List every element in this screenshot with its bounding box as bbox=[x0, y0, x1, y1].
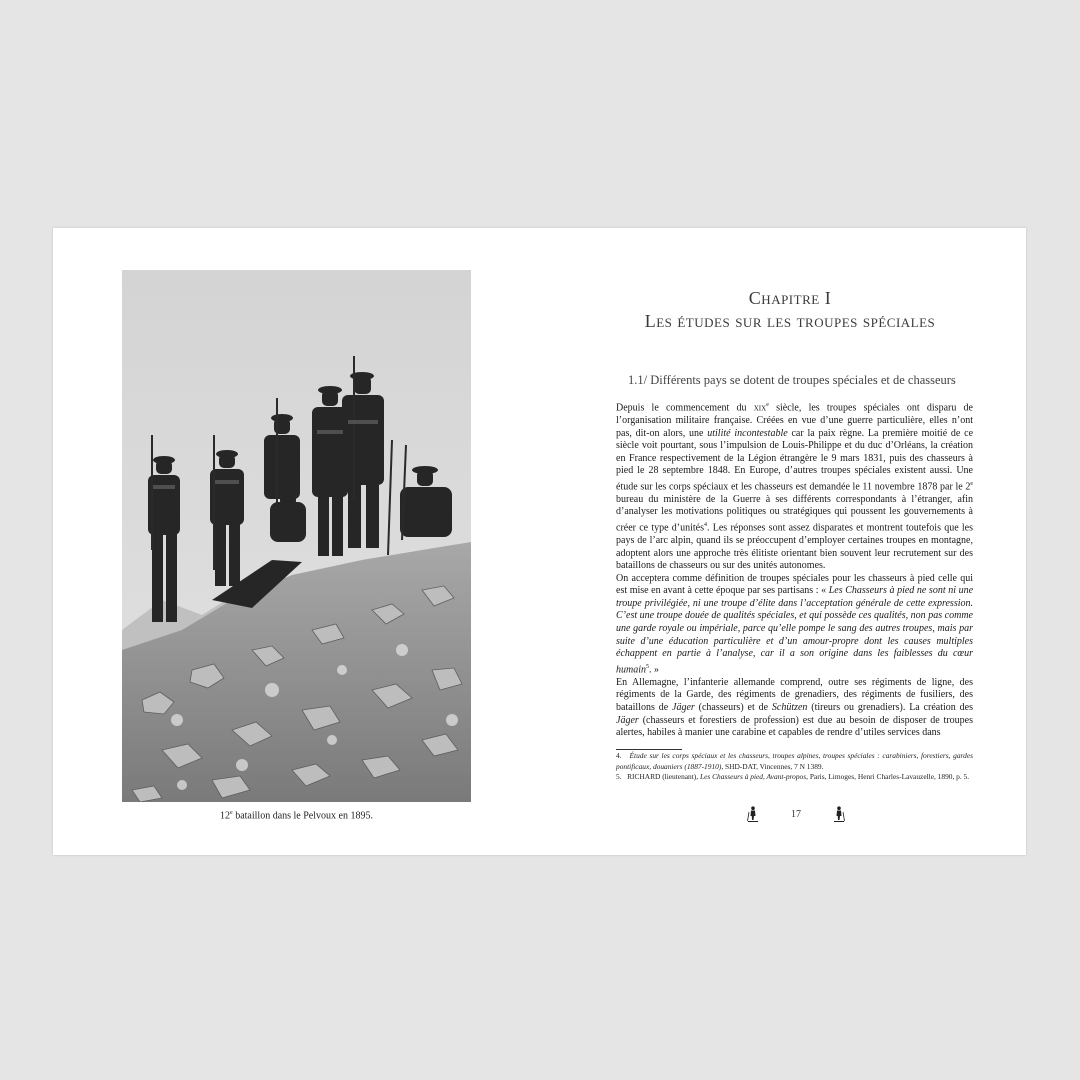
footnote-4: 4. Étude sur les corps spéciaux et les chasseurs, troupes alpines, troupes spéciales : carabiniers, forestiers, gardes pontificaux, douaniers (1887-1910), SHD-DAT, Vincennes, 7 N 1389. bbox=[616, 751, 973, 771]
paragraph: En Allemagne, l’infanterie allemande comprend, outre ses régiments de ligne, des régiments de la Garde, des régiments de grenadiers, des régiments de fusiliers, des bataillons de Jäger (chasseurs) et de Schützen (tireurs ou grenadiers). La création des Jäger (chasseurs et forestiers de profession) est due au besoin de disposer de troupes alertes, habiles à manier une carabine et capables de rendre d’utiles services dans bbox=[616, 676, 973, 739]
chapter-title: Les études sur les troupes spéciales bbox=[644, 311, 936, 331]
section-heading: 1.1/ Différents pays se dotent de troupes spéciales et de chasseurs bbox=[628, 373, 956, 387]
footnotes bbox=[616, 751, 973, 783]
skier-icon bbox=[832, 806, 846, 827]
paragraph: Depuis le commencement du xix$^e$ siècle, les troupes spéciales ont disparu de l’organisation militaire française. Créées en vue d’une guerre particulière, elles n’ont pas, dit-on alors, une utilité incontestable car la paix règne. La première moitié de ce siècle voit pourtant, sous l’impulsion de Louis-Philippe et du duc d’Orléans, la création en France respectivement de la Légion étrangère le 9 mars 1831, puis des chasseurs à pied le 28 septembre 1848. En Europe, d’autres troupes spéciales existent aussi. Une étude sur les corps spéciaux et les chasseurs est demandée le 11 novembre 1878 par le 2e bureau du ministère de la Guerre à ses différents correspondants à l’étranger, afin d’analyser les motivations politiques ou stratégiques qui poussent les gouvernements à créer ce type d’unités$^4$. Les réponses sont assez disparates et montrent toutefois que les pays de l’arc alpin, quand ils se préoccupent d’employer certaines troupes en montagne, adoptent alors une approche très élitiste orientant bien souvent leur recrutement sur des bataillons de chasseurs ou sur des unités autonomes. bbox=[616, 402, 974, 572]
footnote-5: 5. RICHARD (lieutenant), Les Chasseurs à pied, Avant-propos, Paris, Limoges, Henri Charles-Lavauzelle, 1890, p. 5. bbox=[616, 772, 970, 782]
historical-photo bbox=[122, 270, 471, 802]
footnote-divider bbox=[616, 749, 682, 750]
book-spread bbox=[53, 228, 1026, 855]
footnote-ref: 5 bbox=[646, 663, 649, 670]
page-footer bbox=[746, 806, 846, 826]
paragraph: On acceptera comme définition de troupes spéciales pour les chasseurs à pied celle qui est mise en avant à cette époque par ses partisans : « Les Chasseurs à pied ne sont ni une troupe privilégiée, ni une troupe d’élite dans l’acceptation générale de cette expression. C’est une troupe douée de qualités spéciales, et qui possède ces qualités, non pas comme une garde royale ou impériale, parce qu’elle pompe le sang des autres troupes, mais par suite d’une éducation particulière et d’un amour-propre dont les causes multiples échappent en partie à l’analyse, car il a son origine dans les faiblesses du cœur humain$^5$. » bbox=[616, 572, 974, 676]
footnote-ref: 4 bbox=[704, 522, 708, 528]
chapter-label: Chapitre I bbox=[748, 288, 832, 308]
page-number: 17 bbox=[791, 809, 801, 820]
photo-illustration bbox=[122, 270, 471, 802]
photo-caption: 12e bataillon dans le Pelvoux en 1895. bbox=[220, 810, 373, 822]
body-text bbox=[616, 399, 973, 740]
